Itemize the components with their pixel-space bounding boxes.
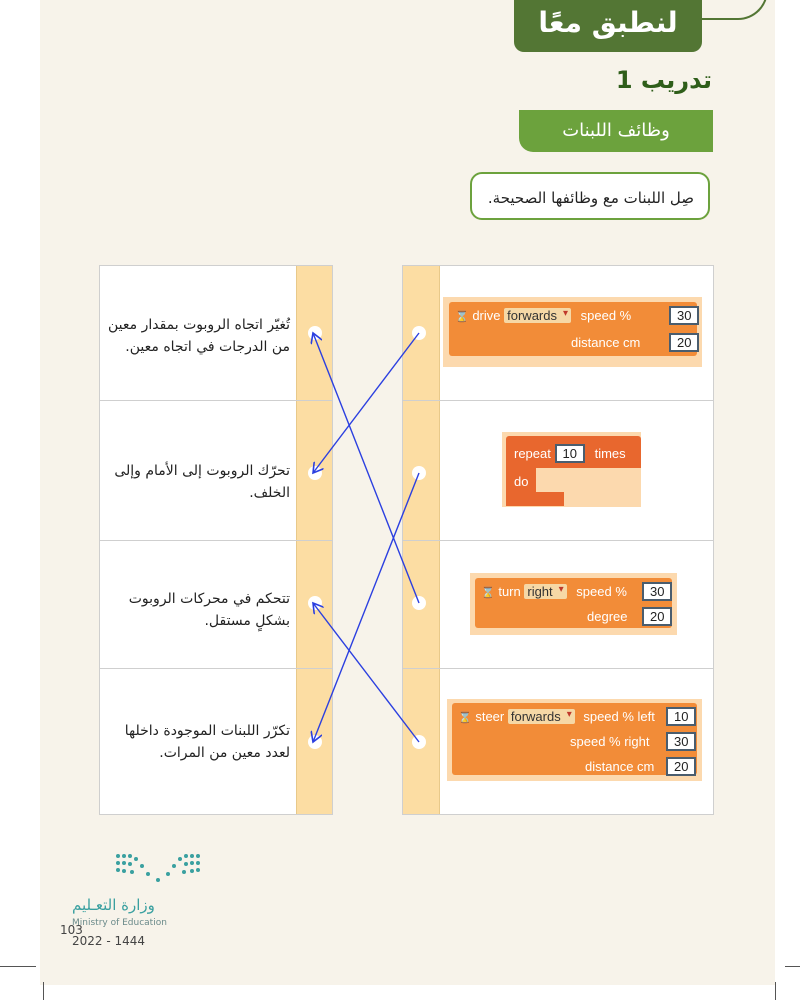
drive-speed-value[interactable]: 30 [669, 306, 699, 325]
steer-direction-dropdown[interactable]: forwards ▾ [508, 709, 575, 724]
turn-speed-value[interactable]: 30 [642, 582, 672, 601]
academic-year: 2022 - 1444 [72, 934, 146, 948]
description-drive: تحرّك الروبوت إلى الأمام وإلى الخلف. [114, 463, 290, 501]
description-steer: تتحكم في محركات الروبوت بشكلٍ مستقل. [128, 591, 290, 629]
match-line-drive [313, 333, 419, 473]
description-repeat: تكرّر اللبنات الموجودة داخلها لعدد معين من المرات. [124, 723, 290, 761]
crop-mark [775, 982, 776, 1000]
instruction-box: صِل اللبنات مع وظائفها الصحيحة. [470, 172, 710, 220]
repeat-count-value[interactable]: 10 [555, 444, 585, 463]
drive-distance-value[interactable]: 20 [669, 333, 699, 352]
steer-distance-value[interactable]: 20 [666, 757, 696, 776]
turn-degree-value[interactable]: 20 [642, 607, 672, 626]
drive-speed-label: speed % [580, 308, 632, 323]
steer-distance-label: distance cm [585, 759, 655, 774]
description-turn: تُغيّر اتجاه الروبوت بمقدار معين من الدرجات في اتجاه معين. [108, 317, 290, 355]
crop-mark [0, 966, 36, 967]
crop-mark [43, 982, 44, 1000]
turn-keyword: turn [498, 584, 521, 599]
steer-right-label: speed % right [570, 734, 650, 749]
repeat-keyword: repeat [514, 446, 551, 461]
exercise-title: تدريب 1 [615, 66, 712, 94]
ministry-logo-icon [112, 850, 204, 890]
drive-keyword: drive [472, 308, 501, 323]
repeat-times-label: times [594, 446, 626, 461]
match-line-turn [313, 333, 419, 603]
page-number: 103 [60, 923, 83, 937]
ministry-name-arabic: وزارة التعـليم [72, 896, 155, 914]
hourglass-icon: ⌛ [481, 587, 495, 599]
match-line-repeat [313, 473, 419, 742]
steer-left-value[interactable]: 10 [666, 707, 696, 726]
steer-left-label: speed % left [583, 709, 655, 724]
repeat-do-label: do [514, 474, 529, 489]
steer-keyword: steer [475, 709, 505, 724]
hourglass-icon: ⌛ [458, 712, 472, 724]
crop-mark [785, 966, 800, 967]
turn-degree-label: degree [587, 609, 628, 624]
turn-speed-label: speed % [576, 584, 627, 599]
steer-right-value[interactable]: 30 [666, 732, 696, 751]
ministry-name-english: Ministry of Education [72, 918, 167, 928]
turn-direction-dropdown[interactable]: right ▾ [524, 584, 566, 599]
hourglass-icon: ⌛ [455, 311, 469, 323]
drive-distance-label: distance cm [571, 335, 641, 350]
match-line-steer [313, 603, 419, 742]
section-tab: وظائف اللبنات [519, 110, 713, 152]
lesson-banner: لنطبق معًا [514, 0, 702, 52]
drive-direction-dropdown[interactable]: forwards ▾ [504, 308, 571, 323]
